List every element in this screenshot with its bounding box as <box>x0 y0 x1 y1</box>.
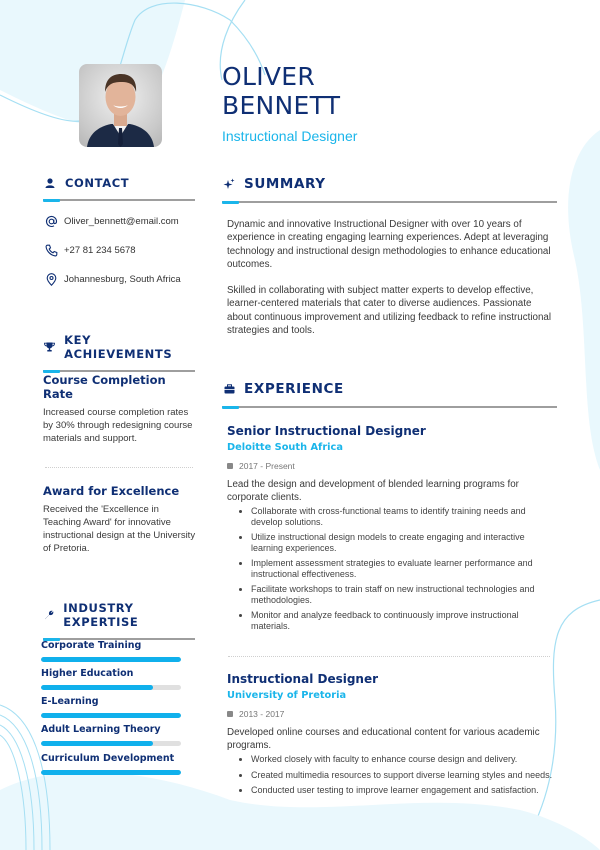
job-bullet: Facilitate workshops to train staff on new instructional technologies and methodologies. <box>239 584 557 605</box>
job-bullet: Utilize instructional design models to create engaging and interactive learning experiences. <box>239 532 557 553</box>
experience-item <box>227 672 557 801</box>
trophy-icon <box>43 342 56 352</box>
briefcase-icon <box>222 384 236 394</box>
skill-label: Curriculum Development <box>41 753 175 764</box>
sparkle-icon <box>222 178 236 190</box>
first-name: OLIVER <box>222 62 316 91</box>
job-dates-text: 2013 - 2017 <box>239 709 285 719</box>
section-divider <box>43 199 195 201</box>
summary-paragraph: Dynamic and innovative Instructional Designer with over 10 years of experience in creating engaging learning experiences. Adept at leveraging technology and instructional design methodologies to enhance educational outcomes. <box>227 219 551 270</box>
skill-level-bar <box>41 657 181 662</box>
experience-title: EXPERIENCE <box>244 381 344 397</box>
job-dates-text: 2017 - Present <box>239 461 295 471</box>
job-title: Senior Instructional Designer <box>227 424 426 438</box>
summary-paragraph: Skilled in collaborating with subject matter experts to develop effective, learner-centered materials that cater to diverse audiences. Passionate about continuous improvement and utilizing feedback to refine instructional strategies and tools. <box>227 285 552 337</box>
job-bullet: Created multimedia resources to support diverse learning styles and needs. <box>239 770 557 781</box>
skill-level-fill <box>41 657 181 662</box>
skill-level-fill <box>41 713 181 718</box>
skill-level-bar <box>41 713 181 718</box>
contact-section-header <box>43 176 195 201</box>
job-bullets <box>227 754 557 796</box>
company-name: Deloitte South Africa <box>227 442 343 453</box>
achievements-section-header <box>43 333 195 372</box>
achievement-text: Received the 'Excellence in Teaching Award' for innovative instructional design at the University of Pretoria. <box>43 504 196 554</box>
job-bullets <box>227 506 557 631</box>
skill-item <box>41 724 183 746</box>
job-bullet: Monitor and analyze feedback to continuously improve instructional materials. <box>239 610 557 631</box>
phone-icon <box>45 244 58 257</box>
job-dates <box>227 709 557 719</box>
achievement-divider <box>45 467 193 468</box>
job-bullet: Implement assessment strategies to evaluate learner performance and instructional effectiveness. <box>239 558 557 579</box>
email-value: Oliver_bennett@email.com <box>64 216 179 227</box>
experience-divider <box>228 656 550 657</box>
skill-item <box>41 668 183 690</box>
calendar-icon <box>227 463 233 469</box>
at-icon <box>45 215 58 228</box>
job-bullet: Conducted user testing to improve learner engagement and satisfaction. <box>239 785 557 796</box>
calendar-icon <box>227 711 233 717</box>
skill-item <box>41 696 183 718</box>
skill-level-bar <box>41 741 181 746</box>
job-bullet: Collaborate with cross-functional teams to identify training needs and develop solutions. <box>239 506 557 527</box>
expertise-section-header <box>43 601 195 640</box>
skill-label: E-Learning <box>41 696 99 707</box>
contact-title: CONTACT <box>65 176 130 190</box>
contact-phone[interactable] <box>45 244 136 257</box>
contact-email[interactable] <box>45 215 179 228</box>
wrench-icon <box>43 610 55 620</box>
person-portrait-icon <box>79 64 162 147</box>
skill-level-bar <box>41 770 181 775</box>
achievement-title: Award for Excellence <box>43 484 180 498</box>
achievement-item <box>43 484 198 555</box>
candidate-name <box>222 62 340 120</box>
job-description: Developed online courses and educational content for various academic programs. <box>227 727 540 751</box>
experience-section-header <box>222 381 557 408</box>
last-name: BENNETT <box>222 91 341 120</box>
achievement-item <box>43 373 198 445</box>
skill-level-fill <box>41 741 153 746</box>
location-value: Johannesburg, South Africa <box>64 274 181 285</box>
section-divider <box>222 406 557 408</box>
summary-text <box>227 218 557 337</box>
skill-level-fill <box>41 770 181 775</box>
job-title: Instructional Designer <box>227 672 379 686</box>
company-name: University of Pretoria <box>227 690 347 701</box>
skill-level-bar <box>41 685 181 690</box>
achievement-text: Increased course completion rates by 30% through redesigning course materials and support. <box>43 407 193 444</box>
contact-location <box>45 273 181 286</box>
skill-label: Adult Learning Theory <box>41 724 161 735</box>
summary-title: SUMMARY <box>244 176 326 192</box>
job-role: Instructional Designer <box>222 128 358 144</box>
expertise-title: INDUSTRY EXPERTISE <box>63 601 139 629</box>
skill-level-fill <box>41 685 153 690</box>
skill-label: Corporate Training <box>41 640 142 651</box>
achievements-title: KEY ACHIEVEMENTS <box>64 333 173 361</box>
skill-label: Higher Education <box>41 668 134 679</box>
skill-item <box>41 640 183 662</box>
achievement-title: Course Completion Rate <box>43 373 166 401</box>
phone-value: +27 81 234 5678 <box>64 245 136 256</box>
user-icon <box>43 178 57 188</box>
section-divider <box>222 201 557 203</box>
location-pin-icon <box>45 273 58 286</box>
skill-item <box>41 753 183 775</box>
job-description: Lead the design and development of blended learning programs for corporate clients. <box>227 479 519 503</box>
section-divider <box>43 370 195 372</box>
job-dates <box>227 461 557 471</box>
summary-section-header <box>222 176 557 203</box>
experience-item <box>227 424 557 636</box>
profile-photo <box>79 64 162 147</box>
job-bullet: Worked closely with faculty to enhance course design and delivery. <box>239 754 557 765</box>
